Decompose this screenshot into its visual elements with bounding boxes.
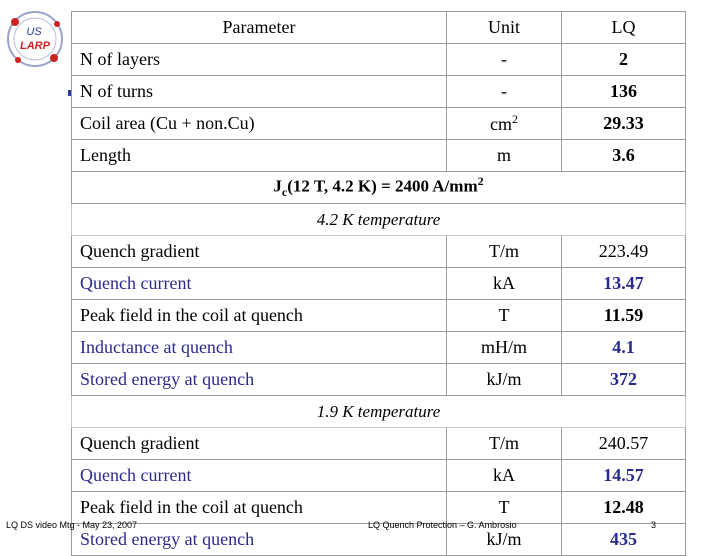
row-value: 14.57 (562, 460, 686, 492)
jc-main: J (273, 177, 282, 197)
row-unit: kA (447, 460, 562, 492)
row-unit: T/m (447, 428, 562, 460)
section-header-42k (72, 204, 686, 236)
row-value: 136 (562, 76, 686, 108)
table-row (72, 364, 686, 396)
table-row (72, 76, 686, 108)
row-unit: - (447, 76, 562, 108)
jc-cell (72, 172, 686, 204)
row-param: N of turns (72, 76, 447, 108)
table-row (72, 300, 686, 332)
table-header (72, 12, 686, 44)
row-value: 13.47 (562, 268, 686, 300)
row-value: 11.59 (562, 300, 686, 332)
section-title: 4.2 K temperature (72, 204, 686, 236)
row-param: Coil area (Cu + non.Cu) (72, 108, 447, 140)
row-param: Peak field in the coil at quench (72, 300, 447, 332)
section-header-19k (72, 396, 686, 428)
table-row (72, 332, 686, 364)
header-unit: Unit (447, 12, 562, 44)
unit-superscript: 2 (512, 112, 518, 126)
table-row (72, 492, 686, 524)
table-row (72, 268, 686, 300)
footer-left: LQ DS video Mtg - May 23, 2007 (6, 520, 138, 530)
row-unit: mH/m (447, 332, 562, 364)
row-param: Quench gradient (72, 236, 447, 268)
row-value: 2 (562, 44, 686, 76)
parameter-table (71, 11, 686, 556)
logo-ring-icon (4, 8, 66, 70)
row-param: Quench gradient (72, 428, 447, 460)
table-row (72, 460, 686, 492)
row-param: Peak field in the coil at quench (72, 492, 447, 524)
row-unit: kA (447, 268, 562, 300)
row-param: Quench current (72, 268, 447, 300)
row-unit (447, 108, 562, 140)
row-unit: T/m (447, 236, 562, 268)
row-param: Inductance at quench (72, 332, 447, 364)
table-row (72, 140, 686, 172)
logo-line2: LARP (20, 40, 50, 52)
row-unit: m (447, 140, 562, 172)
table-row (72, 44, 686, 76)
row-value: 4.1 (562, 332, 686, 364)
unit-text: cm (490, 114, 512, 134)
table-row (72, 428, 686, 460)
row-param: Length (72, 140, 447, 172)
page-number: 3 (651, 520, 657, 530)
row-value: 29.33 (562, 108, 686, 140)
table-row (72, 108, 686, 140)
row-value: 240.57 (562, 428, 686, 460)
jc-rest: (12 T, 4.2 K) = 2400 A/mm (287, 177, 478, 197)
row-value: 12.48 (562, 492, 686, 524)
us-larp-logo (4, 8, 66, 70)
row-value: 435 (562, 524, 686, 556)
footer-center: LQ Quench Protection – G. Ambrosio (368, 520, 517, 530)
logo-line1: US (26, 26, 42, 38)
header-parameter: Parameter (72, 12, 447, 44)
row-unit: - (447, 44, 562, 76)
jc-sup: 2 (477, 174, 484, 189)
row-unit: T (447, 492, 562, 524)
table-row (72, 236, 686, 268)
row-param: Stored energy at quench (72, 364, 447, 396)
jc-row (72, 172, 686, 204)
row-param: Stored energy at quench (72, 524, 447, 556)
row-param: N of layers (72, 44, 447, 76)
row-unit: kJ/m (447, 524, 562, 556)
row-unit: T (447, 300, 562, 332)
row-param: Quench current (72, 460, 447, 492)
row-unit: kJ/m (447, 364, 562, 396)
section-title: 1.9 K temperature (72, 396, 686, 428)
jc-sub: c (281, 185, 288, 200)
row-value: 223.49 (562, 236, 686, 268)
header-lq: LQ (562, 12, 686, 44)
row-value: 3.6 (562, 140, 686, 172)
row-value: 372 (562, 364, 686, 396)
